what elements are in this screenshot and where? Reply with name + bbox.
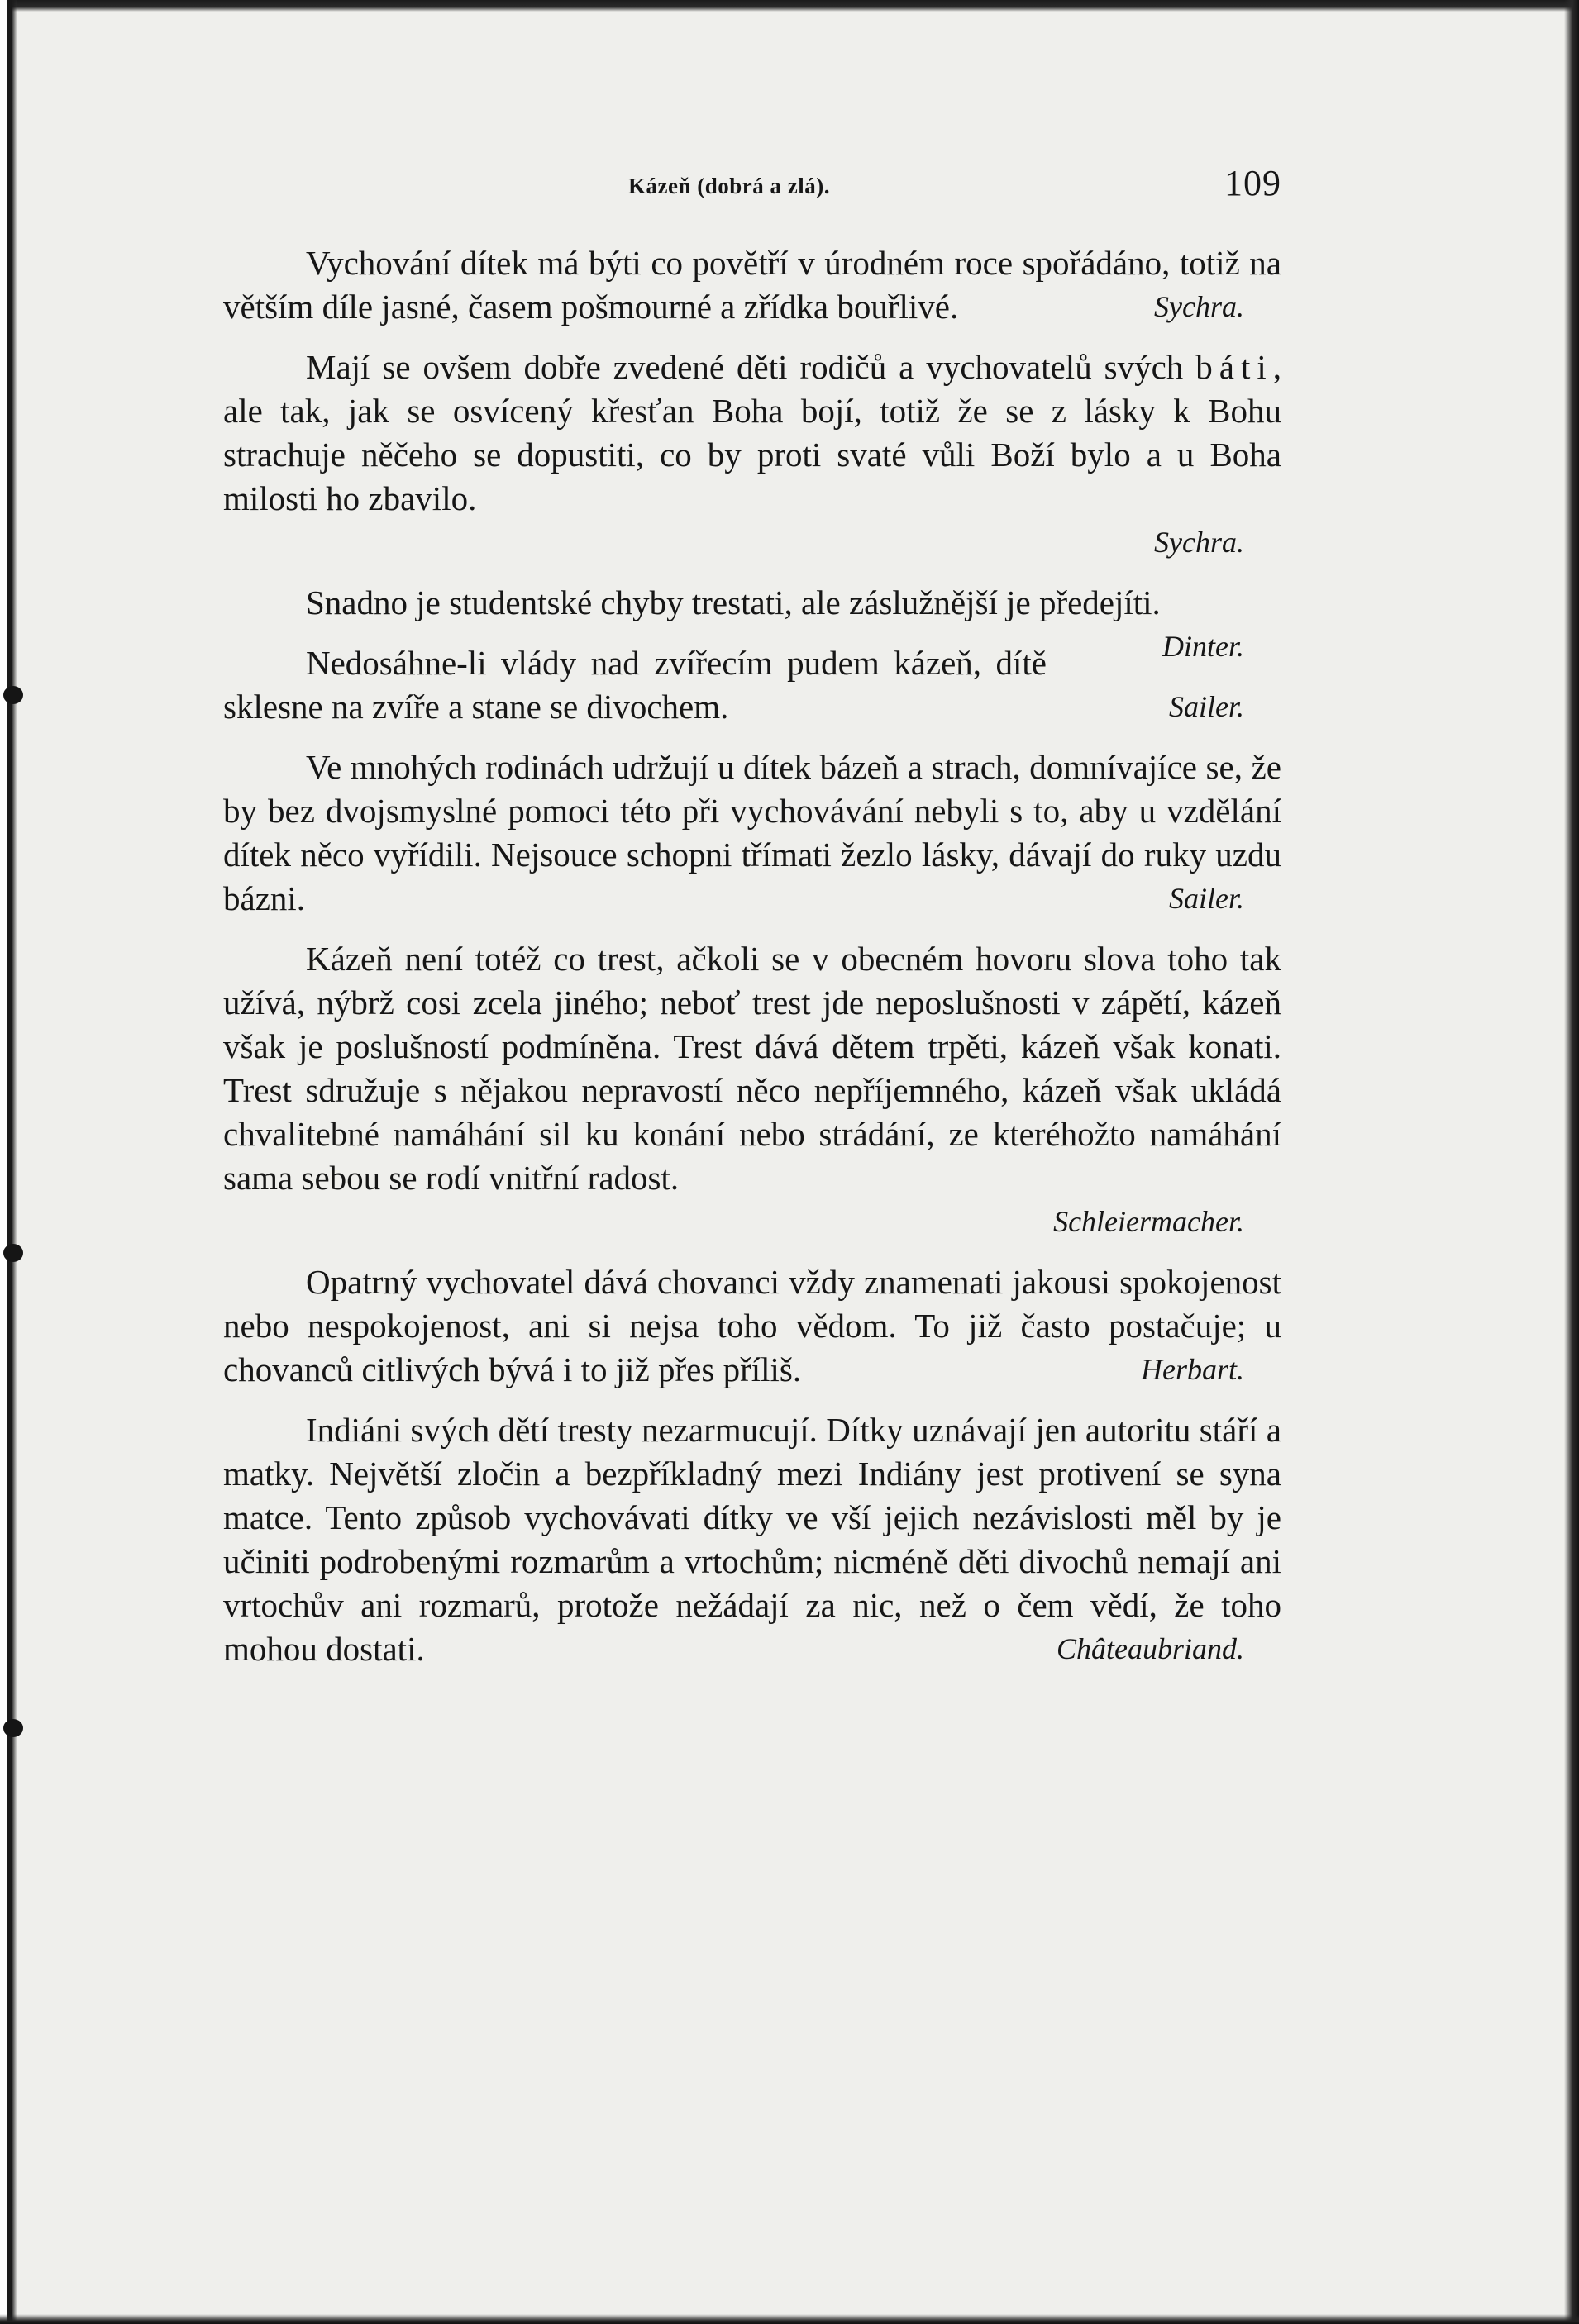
quote-text	[223, 1260, 1281, 1392]
scan-edge-left	[0, 0, 17, 2324]
quote-body: Nedosáhne-li vlády nad zvířecím pudem kázeň, dítě sklesne na zvíře a stane se divochem.	[223, 644, 1047, 726]
page-header	[223, 149, 1281, 223]
quote-2	[223, 345, 1281, 564]
binding-mark	[3, 1244, 23, 1262]
quote-text	[223, 581, 1281, 663]
quote-text	[223, 1408, 1281, 1671]
book-page	[223, 149, 1281, 1688]
quote-author: Sychra.	[1154, 290, 1244, 323]
quote-author: Schleiermacher.	[1053, 1205, 1244, 1238]
quote-body-start: Mají se ovšem dobře zvedené děti rodičů a vychovatelů svých	[306, 348, 1196, 386]
quotes-list	[223, 241, 1281, 1671]
quote-author: Sychra.	[1154, 526, 1244, 559]
quote-text	[223, 745, 1281, 921]
scan-edge-top	[0, 0, 1579, 12]
quote-body: Indiáni svých dětí tresty nezarmucují. Dítky uznávají jen autoritu stáří a matky. Největší zločin a bezpříkladný mezi Indiány jest protivení se syna matce. Tento způsob vychovávati dítky ve vší jejich nezávislosti měl by je učiniti podrobenými rozmarům a vrtochům; nicméně děti divochů nemají ani vrtochův ani rozmarů, protože nežádají za nic, než o čem vědí, že toho mohou dostati.	[223, 1411, 1281, 1668]
quote-text	[223, 937, 1281, 1200]
quote-author: Herbart.	[1141, 1353, 1244, 1386]
page-number: 109	[1224, 163, 1281, 203]
quote-1	[223, 241, 1281, 329]
quote-body: Ve mnohých rodinách udržují u dítek bázeň a strach, domnívajíce se, že by bez dvojsmyslné pomoci této při vychovávání nebyli s to, aby u vzdělání dítek něco vyřídili. Nejsouce schopni třímati žezlo lásky, dávají do ruky uzdu bázni.	[223, 748, 1281, 917]
binding-mark	[3, 1719, 23, 1737]
binding-mark	[3, 686, 23, 704]
quote-emphasis: báti	[1195, 348, 1273, 386]
running-head: Kázeň (dobrá a zlá).	[628, 174, 830, 198]
quote-author: Sailer.	[1168, 690, 1244, 723]
quote-text	[223, 345, 1281, 521]
quote-3	[223, 581, 1281, 663]
quote-text	[223, 241, 1281, 329]
quote-body: Snadno je studentské chyby trestati, ale záslužnější je předejíti.	[306, 583, 1161, 621]
quote-5	[223, 745, 1281, 921]
quote-6	[223, 937, 1281, 1244]
quote-8	[223, 1408, 1281, 1671]
quote-7	[223, 1260, 1281, 1392]
quote-author: Sailer.	[1168, 882, 1244, 915]
quote-body: Opatrný vychovatel dává chovanci vždy znamenati jakousi spokojenost nebo nespokojenost, ani si nejsa toho vědom. To již často postačuje; u chovanců citlivých bývá i to již přes příliš.	[223, 1263, 1281, 1388]
quote-body: Kázeň není totéž co trest, ačkoli se v obecném hovoru slova toho tak užívá, nýbrž cosi zcela jiného; neboť trest jde neposlušnosti v zápětí, kázeň však je poslušností podmíněna. Trest dává dětem trpěti, kázeň však konati. Trest sdružuje s nějakou nepravostí něco nepříjemného, kázeň však ukládá chvalitebné namáhání sil ku konání nebo strádání, ze kteréhožto namáhání sama sebou se rodí vnitřní radost.	[223, 940, 1281, 1197]
quote-author: Dinter.	[1162, 630, 1244, 663]
scan-edge-right	[1564, 0, 1579, 2324]
scan-edge-bottom	[0, 2314, 1579, 2324]
quote-body-end: , ale tak, jak se osvícený křesťan Boha bojí, totiž že se z lásky k Bohu strachuje něčeho se dopustiti, co by proti svaté vůli Boží bylo a u Boha milosti ho zbavilo.	[223, 348, 1281, 517]
quote-author: Châteaubriand.	[1056, 1632, 1244, 1665]
quote-body: Vychování dítek má býti co povětří v úrodném roce spořádáno, totiž na větším díle jasné, časem pošmourné a zřídka bouřlivé.	[223, 244, 1281, 326]
